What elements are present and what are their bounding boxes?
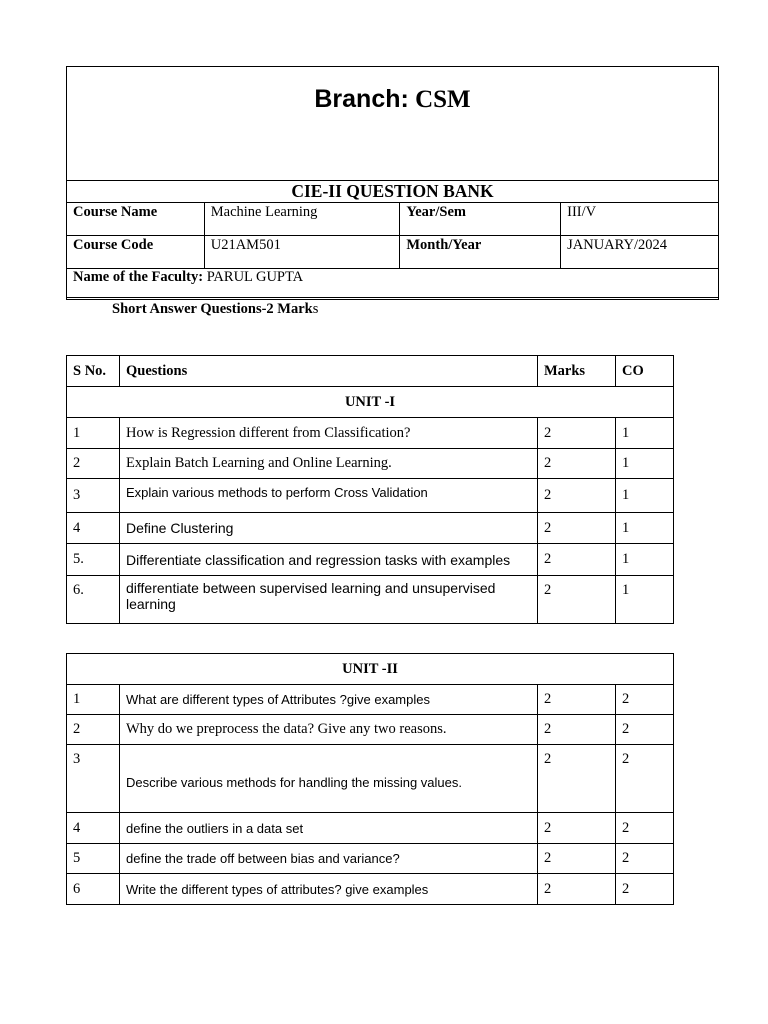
- table-row: [67, 813, 674, 844]
- header-co: CO: [616, 356, 674, 387]
- row-marks: 2: [538, 418, 616, 449]
- unit2-title: UNIT -II: [67, 654, 674, 685]
- header-marks: Marks: [538, 356, 616, 387]
- unit2-table: [66, 653, 674, 905]
- row-sno: 2: [67, 715, 120, 745]
- row-sno: 4: [67, 813, 120, 844]
- row-question: Write the different types of attributes? give examples: [120, 874, 538, 905]
- row-question: Define Clustering: [120, 513, 538, 544]
- row-co: 2: [616, 745, 674, 813]
- row-marks: 2: [538, 513, 616, 544]
- row-sno: 5: [67, 844, 120, 874]
- row-marks: 2: [538, 685, 616, 715]
- month-year-value: JANUARY/2024: [561, 236, 719, 269]
- row-co: 1: [616, 449, 674, 479]
- row-co: 1: [616, 479, 674, 513]
- row-marks: 2: [538, 576, 616, 624]
- table-row: [67, 449, 674, 479]
- row-sno: 3: [67, 479, 120, 513]
- row-marks: 2: [538, 479, 616, 513]
- row-sno: 1: [67, 685, 120, 715]
- row-marks: 2: [538, 745, 616, 813]
- table-row: [67, 576, 674, 624]
- header-box: [66, 66, 719, 298]
- row-question: Explain Batch Learning and Online Learning.: [120, 449, 538, 479]
- branch-label: Branch:: [314, 85, 409, 113]
- row-marks: 2: [538, 813, 616, 844]
- unit1-table: [66, 355, 674, 624]
- row-sno: 6.: [67, 576, 120, 624]
- unit1-title: UNIT -I: [67, 387, 674, 418]
- subtitle-main: Short Answer Questions-2 Mark: [112, 301, 313, 317]
- row-co: 1: [616, 418, 674, 449]
- table-row: [67, 715, 674, 745]
- header-sno: S No.: [67, 356, 120, 387]
- year-sem-label: Year/Sem: [400, 203, 561, 236]
- row-co: 2: [616, 715, 674, 745]
- row-marks: 2: [538, 449, 616, 479]
- table-row: [67, 513, 674, 544]
- faculty-value: PARUL GUPTA: [206, 269, 304, 285]
- row-sno: 2: [67, 449, 120, 479]
- row-question: differentiate between supervised learning and unsupervised learning: [120, 576, 538, 624]
- row-co: 2: [616, 813, 674, 844]
- table-row: [67, 844, 674, 874]
- row-sno: 6: [67, 874, 120, 905]
- row-marks: 2: [538, 844, 616, 874]
- row-sno: 5.: [67, 544, 120, 576]
- row-question: How is Regression different from Classification?: [120, 418, 538, 449]
- branch-heading: [67, 85, 718, 114]
- row-question: Explain various methods to perform Cross Validation: [120, 479, 538, 513]
- course-info-table: [66, 180, 719, 300]
- row-question: define the outliers in a data set: [120, 813, 538, 844]
- row-co: 1: [616, 544, 674, 576]
- branch-value: CSM: [415, 86, 471, 113]
- table-row: [67, 418, 674, 449]
- row-marks: 2: [538, 544, 616, 576]
- row-co: 2: [616, 685, 674, 715]
- table-row: [67, 874, 674, 905]
- row-co: 1: [616, 576, 674, 624]
- table-header-row: [67, 356, 674, 387]
- row-sno: 4: [67, 513, 120, 544]
- subtitle-tail: s: [312, 301, 319, 317]
- month-year-label: Month/Year: [400, 236, 561, 269]
- row-question: Describe various methods for handling the missing values.: [120, 745, 538, 813]
- table-row: [67, 544, 674, 576]
- course-code-value: U21AM501: [204, 236, 400, 269]
- faculty-label: Name of the Faculty:: [73, 269, 204, 285]
- course-code-label: Course Code: [67, 236, 205, 269]
- row-co: 2: [616, 874, 674, 905]
- row-question: Why do we preprocess the data? Give any two reasons.: [120, 715, 538, 745]
- row-marks: 2: [538, 715, 616, 745]
- course-name-value: Machine Learning: [204, 203, 400, 236]
- section-subtitle: [112, 301, 318, 318]
- course-name-label: Course Name: [67, 203, 205, 236]
- row-co: 2: [616, 844, 674, 874]
- row-question: What are different types of Attributes ?give examples: [120, 685, 538, 715]
- row-marks: 2: [538, 874, 616, 905]
- table-row: [67, 685, 674, 715]
- table-row: [67, 479, 674, 513]
- row-question: define the trade off between bias and variance?: [120, 844, 538, 874]
- year-sem-value: III/V: [561, 203, 719, 236]
- row-sno: 3: [67, 745, 120, 813]
- header-questions: Questions: [120, 356, 538, 387]
- question-bank-title: CIE-II QUESTION BANK: [67, 181, 719, 203]
- row-co: 1: [616, 513, 674, 544]
- row-question: Differentiate classification and regression tasks with examples: [120, 544, 538, 576]
- faculty-cell: [67, 269, 719, 300]
- table-row: [67, 745, 674, 813]
- row-sno: 1: [67, 418, 120, 449]
